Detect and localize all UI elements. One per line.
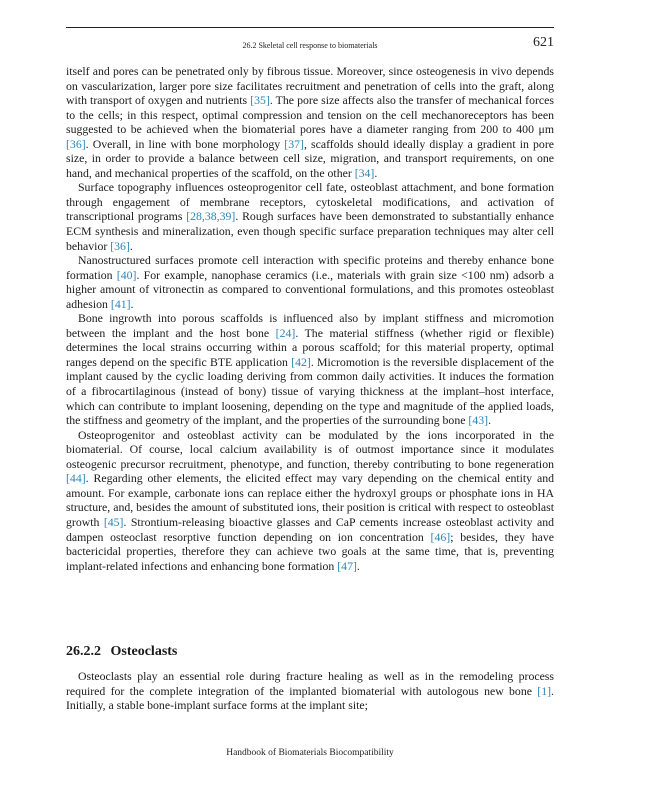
- text-run: .: [129, 238, 133, 253]
- citation-link[interactable]: [45]: [103, 514, 124, 529]
- text-run: . The material stiffness (whether rigid or flexible) determines the local strains occurring within a porous scaffold; for this material property, optimal ranges depend on the specific BTE application: [66, 325, 554, 369]
- text-run: . Strontium-releasing bioactive glasses and CaP cements increase osteoblast activity and dampen osteoclast resorptive function depending on ion concentration: [66, 514, 554, 544]
- text-run: Osteoprogenitor and osteoblast activity can be modulated by the ions incorporated in the biomaterial. Of course, local calcium availability is of outmost importance since it modulates osteogenic precursor recruitment, phenotype, and function, thereby contributing to bone regeneration: [66, 427, 554, 471]
- paragraph: [66, 428, 554, 573]
- citation-link[interactable]: [44]: [66, 471, 86, 486]
- citation-link[interactable]: [46]: [430, 529, 451, 544]
- citation-link[interactable]: [35]: [250, 93, 270, 108]
- text-run: Bone ingrowth into porous scaffolds is influenced also by implant stiffness and micromotion between the implant and the host bone: [66, 311, 554, 340]
- page-footer: Handbook of Biomaterials Biocompatibility: [226, 748, 394, 758]
- paragraph: [66, 180, 554, 253]
- running-header: [66, 36, 554, 56]
- citation-link[interactable]: [36]: [110, 238, 130, 253]
- text-run: ; besides, they have bactericidal properties, therefore they can achieve two goals at the same time, that is, preventing implant-related infections and enhancing bone formation: [66, 529, 554, 573]
- text-run: Nanostructured surfaces promote cell interaction with specific proteins and thereby enhance bone formation: [66, 253, 554, 282]
- text-run: itself and pores can be penetrated only by fibrous tissue. Moreover, since osteogenesis in vivo depends on vascularization, larger pore size facilitates recruitment and penetration of cells into the graft, along with transport of oxygen and nutrients: [66, 64, 554, 108]
- citation-link[interactable]: [24]: [275, 325, 296, 340]
- text-run: . Overall, in line with bone morphology: [85, 136, 285, 151]
- citation-link[interactable]: [36]: [66, 136, 86, 151]
- text-run: . Initially, a stable bone-implant surface forms at the implant site;: [66, 683, 554, 713]
- text-run: .: [488, 413, 492, 428]
- text-run: Osteoclasts play an essential role during fracture healing as well as in the remodeling process required for the complete integration of the implanted biomaterial with autologous new bone: [66, 669, 554, 698]
- section-title: Osteoclasts: [110, 644, 178, 659]
- citation-link[interactable]: [41]: [110, 296, 131, 311]
- citation-link[interactable]: [47]: [337, 558, 357, 573]
- text-run: Surface topography influences osteoprogenitor cell fate, osteoblast attachment, and bone formation through engagement of membrane receptors, cytoskeletal modifications, and activation of transcriptional programs: [66, 180, 554, 224]
- text-run: .: [374, 165, 378, 180]
- text-run: .: [356, 558, 360, 573]
- body-text: [66, 64, 554, 573]
- section-number: 26.2.2: [66, 644, 101, 659]
- section-body: [66, 669, 554, 713]
- citation-link[interactable]: [1]: [537, 683, 552, 698]
- citation-link[interactable]: [34]: [354, 165, 375, 180]
- paragraph: [66, 669, 554, 713]
- text-run: . Rough surfaces have been demonstrated to substantially enhance ECM synthesis and mineralization, even though specific surface preparation techniques may alter cell behavior: [66, 209, 554, 253]
- page-number: 621: [533, 35, 554, 50]
- paragraph: [66, 253, 554, 311]
- paragraph: [66, 64, 554, 180]
- citation-link[interactable]: [28,38,39]: [186, 209, 236, 224]
- text-run: . For example, nanophase ceramics (i.e., materials with grain size <100 nm) adsorb a higher amount of vitronectin as compared to conventional formulations, and this promotes osteoblast adhesion: [66, 267, 554, 311]
- header-rule: [66, 27, 554, 28]
- citation-link[interactable]: [43]: [468, 413, 489, 428]
- text-run: . The pore size affects also the transfer of mechanical forces to the cells; in this respect, optimal compression and tension on the cell mechanoreceptors has been suggested to be achieved when the biomaterial pores have a diameter ranging from 200 to 400 μm: [66, 93, 554, 137]
- text-run: .: [130, 296, 134, 311]
- citation-link[interactable]: [37]: [284, 136, 304, 151]
- text-run: . Regarding other elements, the elicited effect may vary depending on the chemical entity and amount. For example, carbonate ions can replace either the hydroxyl groups or phosphate ions in HA structure, and, besides the amount of substituted ions, their position is critical with respect to osteoblast growth: [66, 471, 554, 529]
- citation-link[interactable]: [40]: [116, 267, 137, 282]
- text-run: . Micromotion is the reversible displacement of the implant caused by the cyclic loading deriving from common daily activities. It induces the formation of a fibrocartilaginous (instead of bony) tissue of varying thickness at the implant–host interface, which can contribute to implant loosening, depending on the type and magnitude of the applied loads, the stiffness and geometry of the implant, and the properties of the surrounding bone: [66, 354, 554, 428]
- running-title: 26.2 Skeletal cell response to biomaterials: [242, 41, 378, 50]
- text-run: , scaffolds should ideally display a gradient in pore size, in order to provide a balance between cell size, migration, and transport requirements, on one hand, and mechanical properties of the scaffold, on the other: [66, 136, 554, 180]
- section-heading: [66, 644, 177, 660]
- paragraph: [66, 311, 554, 427]
- citation-link[interactable]: [42]: [291, 354, 311, 369]
